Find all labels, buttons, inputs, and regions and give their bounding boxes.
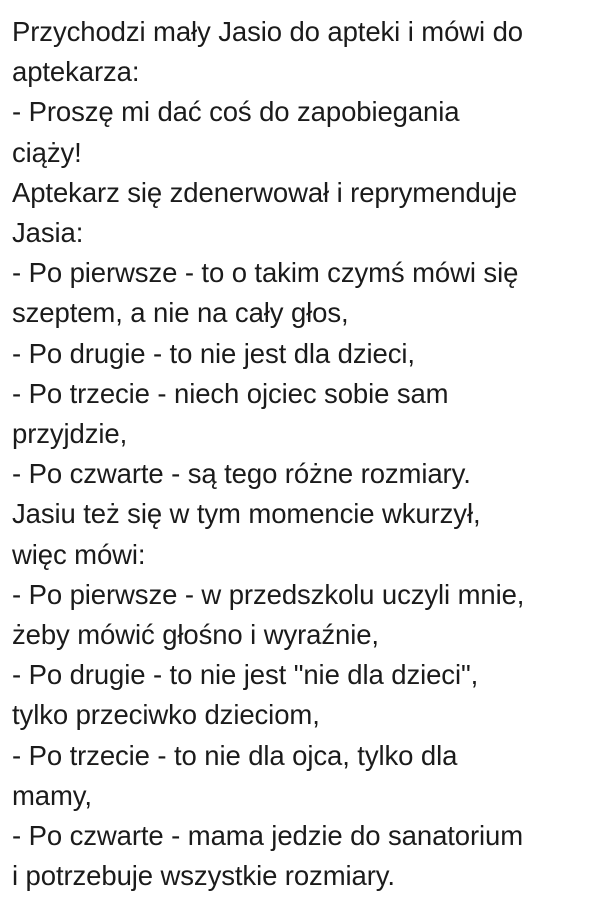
text-line: ciąży!	[12, 136, 82, 168]
text-line: Jasiu też się w tym momencie wkurzył,	[12, 498, 481, 530]
text-line: aptekarza:	[12, 56, 140, 88]
text-line: więc mówi:	[12, 538, 146, 570]
text-line: Aptekarz się zdenerwował i reprymenduje	[12, 176, 518, 208]
text-line: - Po drugie - to nie jest "nie dla dzieci",	[12, 659, 479, 691]
text-line: i potrzebuje wszystkie rozmiary.	[12, 860, 395, 892]
text-line: Przychodzi mały Jasio do apteki i mówi do	[12, 16, 523, 47]
text-line: tylko przeciwko dzieciom,	[12, 699, 320, 731]
text-line: - Po drugie - to nie jest dla dzieci,	[12, 337, 415, 369]
text-line: Jasia:	[12, 217, 84, 249]
text-line: żeby mówić głośno i wyraźnie,	[12, 619, 379, 651]
text-line: - Po pierwsze - w przedszkolu uczyli mnie,	[12, 578, 525, 610]
text-line: - Po trzecie - to nie dla ojca, tylko dla	[12, 739, 458, 771]
text-line: szeptem, a nie na cały głos,	[12, 297, 349, 329]
text-line: - Po czwarte - są tego różne rozmiary.	[12, 458, 471, 490]
text-line: przyjdzie,	[12, 418, 128, 450]
text-line: - Po trzecie - niech ojciec sobie sam	[12, 377, 449, 409]
text-line: - Po czwarte - mama jedzie do sanatorium	[12, 820, 524, 852]
text-line: mamy,	[12, 779, 92, 811]
text-line: - Po pierwsze - to o takim czymś mówi się	[12, 257, 519, 289]
text-line: - Proszę mi dać coś do zapobiegania	[12, 96, 460, 128]
